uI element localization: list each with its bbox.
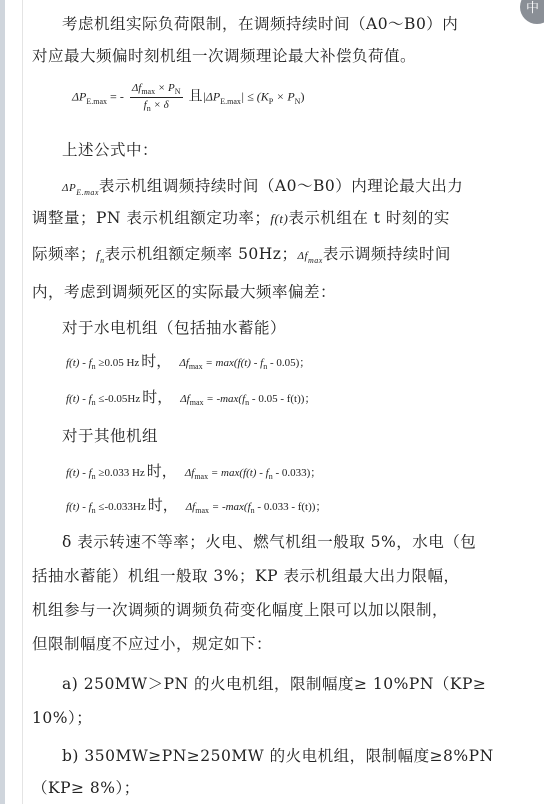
- page-margin-line: [22, 0, 23, 804]
- text-line-2: 对应最大频偏时刻机组一次调频理论最大补偿负荷值。: [32, 47, 417, 65]
- formula-lhs: ΔP: [72, 89, 87, 104]
- text-line-12: 对于其他机组: [62, 427, 159, 445]
- page-left-edge: [0, 0, 5, 804]
- text-line-20: 10%）；: [32, 709, 93, 727]
- text-line-22: （KP≥ 8%）；: [32, 779, 140, 797]
- formula-fraction: [130, 82, 183, 113]
- condition-hydro-high: $f(t) - f_n \ge 0.05$ Hz 时， $\Delta f_{max} = \max(f(t) - f_n - 0.05)$；: [66, 352, 311, 372]
- formula-lhs-sub: E.max: [86, 96, 108, 106]
- condition-other-low: $f(t) - f_n \le-0.033Hz$ 时， $\Delta f_{max} = -\max(f_n - 0.033 - f(t))$；: [66, 496, 327, 516]
- formula-eq: = -: [107, 89, 124, 104]
- symbol-fn: f: [96, 247, 101, 262]
- text-line-17: 机组参与一次调频的调频负荷变化幅度上限可以加以限制，: [32, 601, 449, 619]
- text-line-18: 但限制幅度不应过小，规定如下：: [32, 635, 273, 653]
- condition-other-high: $f(t) - f_n \ge 0.033$ Hz 时， $\Delta f_{max} = \max(f(t) - f_n - 0.033)$；: [66, 462, 322, 482]
- text-line-5: $\Delta P_{E.max}$表示机组调频持续时间（A0～B0）内理论最大出力: [62, 177, 464, 198]
- text-line-19: a) 250MW＞PN 的火电机组，限制幅度≥ 10%PN（KP≥: [62, 675, 487, 693]
- formula-numerator: $\Delta f_{max} \times P_N$: [131, 82, 181, 97]
- formula-rhs: |ΔP: [202, 89, 221, 104]
- symbol-delta-pemax: ΔP: [62, 182, 77, 194]
- formula-main: $\Delta P_{E.max}$ = - $\frac{\Delta f_{max} \times P_N}{f_n \times \delta}$ 且$|\Delta P_{E.max}| \le (K_P \times P_N)$: [72, 82, 305, 114]
- text-line-1: 考虑机组实际负荷限制，在调频持续时间（A0～B0）内: [62, 15, 459, 33]
- symbol-delta-fmax: Δf: [297, 250, 308, 262]
- text-line-15: δ 表示转速不等率；火电、燃气机组一般取 5%，水电（包: [62, 533, 477, 551]
- formula-qie: 且: [188, 88, 203, 105]
- text-line-7: 际频率；$f_n$表示机组额定频率 50Hz；$\Delta f_{max}$表示调频持续时间: [32, 245, 451, 266]
- text-line-9: 对于水电机组（包括抽水蓄能）: [62, 319, 287, 337]
- text-line-16: 括抽水蓄能）机组一般取 3%；KP 表示机组最大出力限幅，: [32, 567, 460, 585]
- text-line-8: 内，考虑到调频死区的实际最大频率偏差：: [32, 283, 337, 301]
- corner-badge-text: 中: [526, 1, 540, 16]
- text-line-21: b) 350MW≥PN≥250MW 的火电机组，限制幅度≥8%PN: [62, 747, 494, 765]
- condition-hydro-low: $f(t) - f_n \le-0.05Hz$ 时， $\Delta f_{max} = -\max(f_n - 0.05 - f(t))$；: [66, 388, 316, 408]
- text-line-4: 上述公式中：: [62, 141, 159, 159]
- symbol-ft: f(t): [270, 211, 289, 226]
- formula-denominator: $f_n \times \delta$: [143, 99, 169, 114]
- corner-badge: [520, 0, 544, 24]
- text-line-6: 调整量；PN 表示机组额定功率；f(t)表示机组在 t 时刻的实: [32, 209, 450, 227]
